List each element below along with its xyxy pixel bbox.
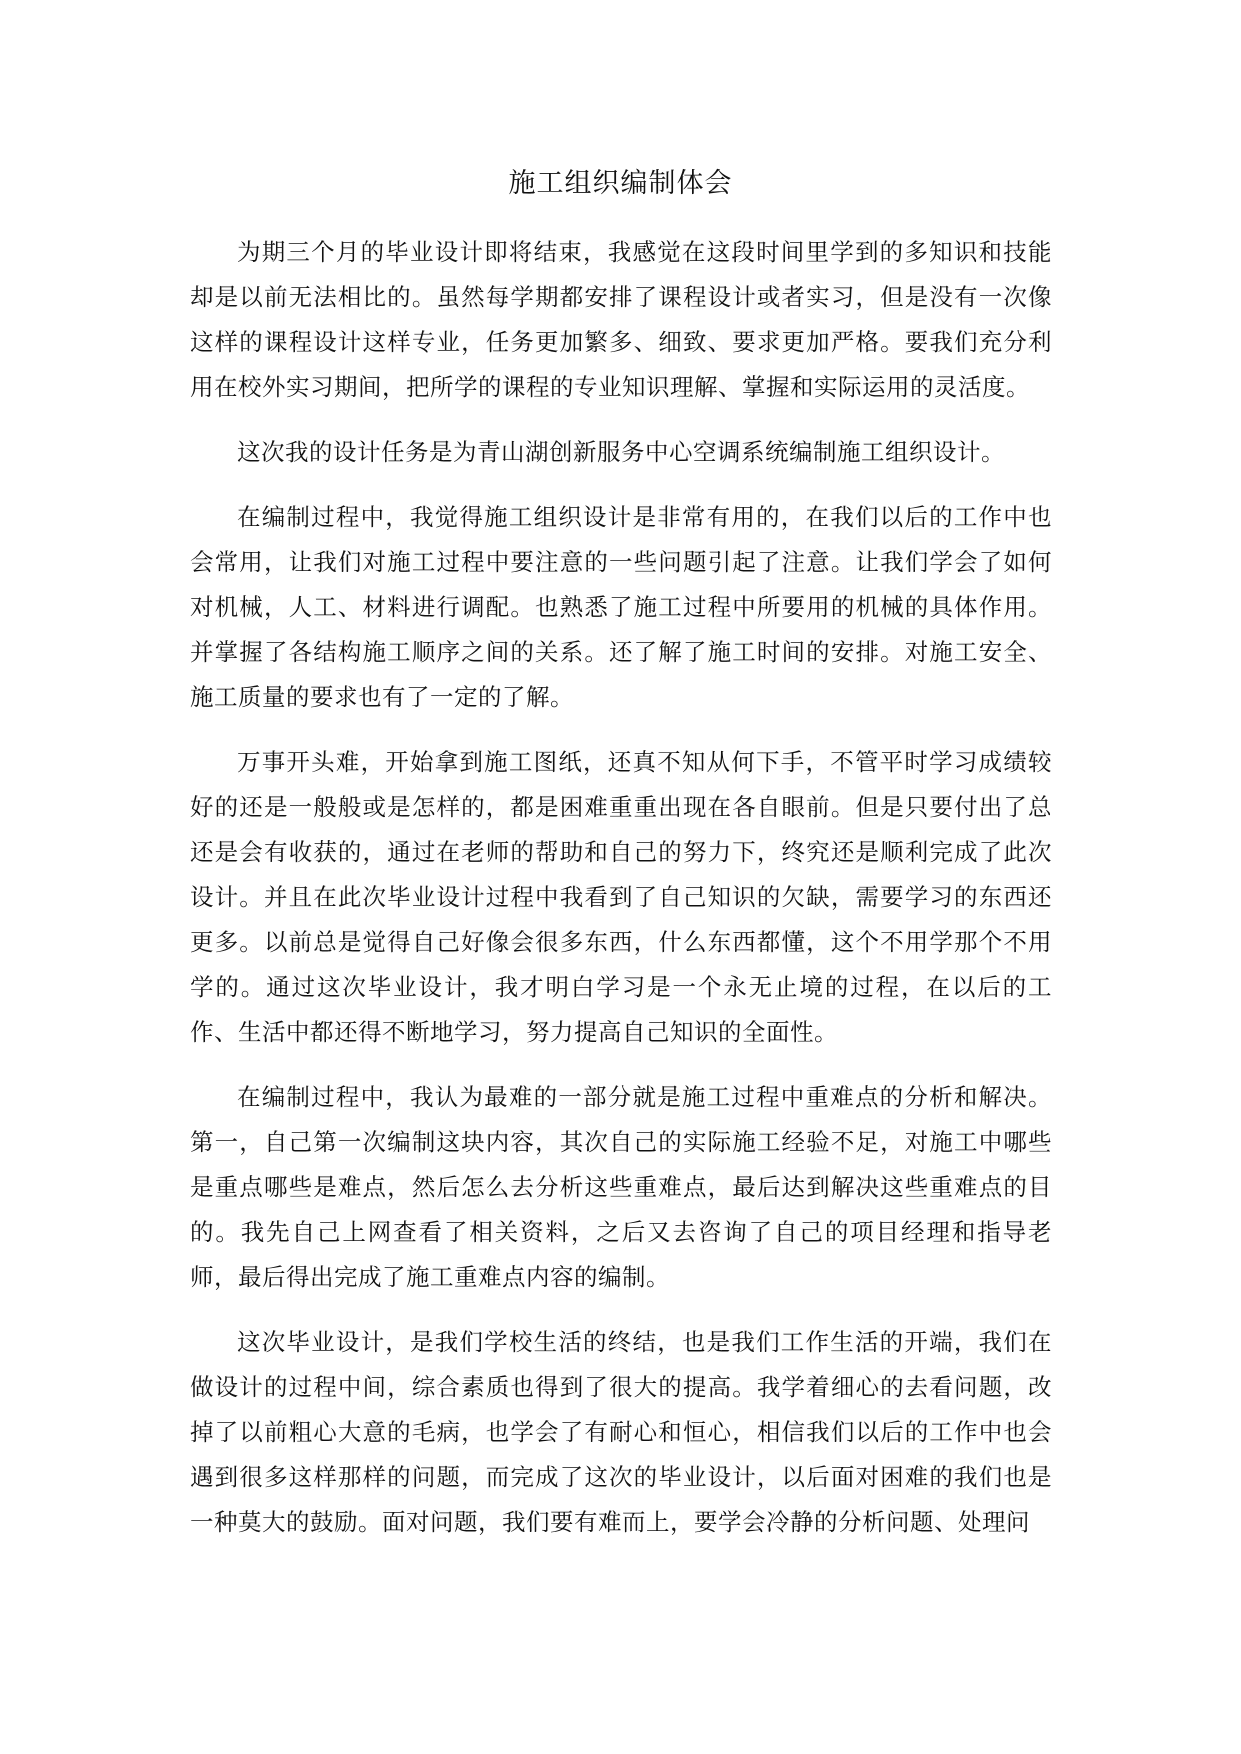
document-body	[190, 230, 1052, 1565]
paragraph-6: 这次毕业设计，是我们学校生活的终结，也是我们工作生活的开端，我们在做设计的过程中间，综合素质也得到了很大的提高。我学着细心的去看问题，改掉了以前粗心大意的毛病，也学会了有耐心和恒心，相信我们以后的工作中也会遇到很多这样那样的问题，而完成了这次的毕业设计，以后面对困难的我们也是一种莫大的鼓励。面对问题，我们要有难而上，要学会冷静的分析问题、处理问	[190, 1328, 1052, 1536]
paragraph-3: 在编制过程中，我觉得施工组织设计是非常有用的，在我们以后的工作中也会常用，让我们对施工过程中要注意的一些问题引起了注意。让我们学会了如何对机械，人工、材料进行调配。也熟悉了施工过程中所要用的机械的具体作用。并掌握了各结构施工顺序之间的关系。还了解了施工时间的安排。对施工安全、施工质量的要求也有了一定的了解。	[190, 503, 1052, 711]
paragraph-5: 在编制过程中，我认为最难的一部分就是施工过程中重难点的分析和解决。第一，自己第一次编制这块内容，其次自己的实际施工经验不足，对施工中哪些是重点哪些是难点，然后怎么去分析这些重难点，最后达到解决这些重难点的目的。我先自己上网查看了相关资料，之后又去咨询了自己的项目经理和指导老师，最后得出完成了施工重难点内容的编制。	[190, 1083, 1052, 1291]
paragraph-4: 万事开头难，开始拿到施工图纸，还真不知从何下手，不管平时学习成绩较好的还是一般般或是怎样的，都是困难重重出现在各自眼前。但是只要付出了总还是会有收获的，通过在老师的帮助和自己的努力下，终究还是顺利完成了此次设计。并且在此次毕业设计过程中我看到了自己知识的欠缺，需要学习的东西还更多。以前总是觉得自己好像会很多东西，什么东西都懂，这个不用学那个不用学的。通过这次毕业设计，我才明白学习是一个永无止境的过程，在以后的工作、生活中都还得不断地学习，努力提高自己知识的全面性。	[190, 748, 1052, 1046]
paragraph-1: 为期三个月的毕业设计即将结束，我感觉在这段时间里学到的多知识和技能却是以前无法相比的。虽然每学期都安排了课程设计或者实习，但是没有一次像这样的课程设计这样专业，任务更加繁多、细致、要求更加严格。要我们充分利用在校外实习期间，把所学的课程的专业知识理解、掌握和实际运用的灵活度。	[190, 238, 1052, 401]
document-title: 施工组织编制体会	[508, 168, 733, 199]
paragraph-2: 这次我的设计任务是为青山湖创新服务中心空调系统编制施工组织设计。	[237, 438, 1005, 466]
